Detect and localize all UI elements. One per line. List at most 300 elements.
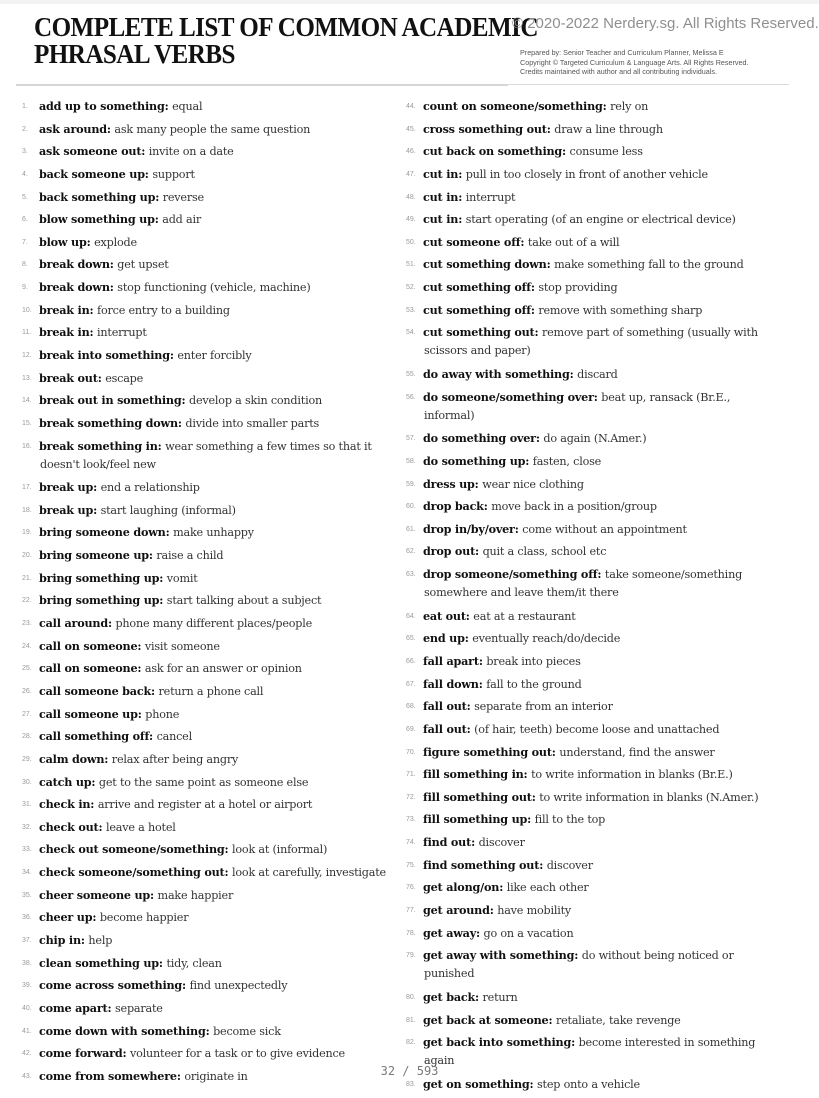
entry-number: 37. [22, 937, 32, 945]
entry-term: fill something out: [423, 789, 536, 804]
phrasal-verb-entry [22, 638, 394, 655]
entry-definition: pull in too closely in front of another vehicle [465, 167, 708, 181]
entry-number: 29. [22, 755, 32, 763]
entry-definition: beat up, ransack (Br.E., [601, 390, 731, 404]
top-strip [0, 0, 819, 4]
entry-term: blow something up: [39, 212, 159, 227]
entry-definition: support [152, 167, 195, 181]
entry-term: drop out: [423, 544, 479, 559]
entry-number: 51. [406, 261, 416, 269]
entry-definition: invite on a date [148, 145, 234, 159]
right-column-list [406, 98, 786, 1098]
phrasal-verb-entry [22, 302, 394, 319]
entry-term: break down: [39, 257, 114, 272]
entry-number: 43. [22, 1072, 32, 1080]
phrasal-verb-entry [406, 902, 786, 919]
phrasal-verb-entry [406, 811, 786, 828]
phrasal-verb-entry [22, 728, 394, 745]
entry-term: call something off: [39, 729, 153, 744]
entry-number: 53. [406, 306, 416, 314]
entry-term: add up to something: [39, 99, 169, 113]
entry-definition: get upset [117, 258, 169, 272]
entry-definition: originate in [184, 1069, 248, 1083]
phrasal-verb-entry [22, 819, 394, 836]
entry-term: do something up: [423, 453, 530, 468]
entry-number: 40. [22, 1004, 32, 1012]
phrasal-verb-entry [22, 524, 394, 541]
entry-definition: help [88, 934, 113, 948]
entry-definition: do again (N.Amer.) [543, 432, 647, 446]
entry-term: call around: [39, 616, 112, 631]
entry-number: 79. [406, 952, 416, 960]
entry-definition: develop a skin condition [188, 394, 322, 408]
phrasal-verb-entry [406, 98, 786, 115]
document-title [34, 14, 538, 68]
entry-definition: add air [162, 213, 201, 227]
entry-number: 30. [22, 778, 32, 786]
credits-line-copyright: Copyright © Targeted Curriculum & Language Arts. All Rights Reserved. [520, 57, 749, 67]
entry-definition: return [482, 990, 518, 1004]
phrasal-verb-entry [406, 189, 786, 206]
entry-number: 20. [22, 552, 32, 560]
entry-number: 76. [406, 884, 416, 892]
entry-definition: fasten, close [532, 454, 602, 468]
entry-definition: to write information in blanks (N.Amer.) [539, 790, 759, 804]
phrasal-verb-entry [22, 887, 394, 904]
entry-number: 63. [406, 571, 416, 579]
entry-definition: divide into smaller parts [185, 416, 320, 430]
entry-definition: phone many different places/people [115, 617, 313, 631]
entry-number: 42. [22, 1050, 32, 1058]
entry-number: 18. [22, 506, 32, 514]
copyright-watermark: © 2020-2022 Nerdery.sg. All Rights Reserved. [512, 15, 819, 32]
entry-term: break up: [39, 480, 98, 495]
entry-number: 31. [22, 801, 32, 809]
entry-term: do someone/something over: [423, 389, 598, 404]
phrasal-verb-entry [406, 498, 786, 515]
entry-term: catch up: [39, 774, 96, 789]
entry-definition: break into pieces [486, 654, 581, 668]
entry-term: cheer up: [39, 910, 97, 925]
entry-number: 39. [22, 982, 32, 990]
entry-number: 50. [406, 238, 416, 246]
entry-term: check someone/something out: [39, 865, 229, 880]
entry-definition-continued: doesn't look/feel new [40, 457, 156, 471]
entry-definition: return a phone call [158, 684, 264, 698]
entry-number: 13. [22, 374, 32, 382]
entry-definition: retaliate, take revenge [555, 1013, 681, 1027]
phrasal-verb-entry [22, 98, 394, 115]
phrasal-verb-entry [22, 392, 394, 409]
entry-term: cut something off: [423, 302, 535, 317]
phrasal-verb-entry [406, 989, 786, 1006]
entry-term: cut in: [423, 189, 463, 204]
title-line-2: PHRASAL VERBS [34, 39, 235, 69]
entry-definition: look at carefully, investigate [232, 866, 386, 880]
phrasal-verb-entry [22, 1000, 394, 1017]
entry-number: 75. [406, 861, 416, 869]
entry-definition: find unexpectedly [189, 979, 288, 993]
phrasal-verb-entry [406, 121, 786, 138]
entry-term: ask someone out: [39, 144, 146, 159]
entry-number: 78. [406, 929, 416, 937]
entry-definition-continued: punished [424, 967, 475, 981]
phrasal-verb-entry [22, 166, 394, 183]
phrasal-verb-entry [406, 1076, 786, 1093]
entry-term: break out in something: [39, 393, 186, 408]
entry-number: 41. [22, 1027, 32, 1035]
phrasal-verb-entry [406, 608, 786, 625]
entry-number: 23. [22, 620, 32, 628]
entry-number: 83. [406, 1080, 416, 1088]
entry-number: 4. [22, 170, 28, 178]
entry-definition: take someone/something [604, 568, 743, 582]
phrasal-verb-entry [22, 864, 394, 881]
entry-number: 2. [22, 125, 28, 133]
entry-term: cut back on something: [423, 144, 566, 159]
entry-term: check out someone/something: [39, 842, 229, 857]
entry-definition: do without being noticed or [581, 949, 734, 963]
entry-term: drop in/by/over: [423, 521, 519, 536]
entry-term: come from somewhere: [39, 1068, 181, 1083]
entry-definition: discover [546, 858, 593, 872]
entry-definition: remove part of something (usually with [541, 326, 758, 340]
phrasal-verb-entry [406, 766, 786, 783]
entry-definition: eat at a restaurant [473, 609, 576, 623]
entry-definition: go on a vacation [483, 926, 574, 940]
entry-definition: (of hair, teeth) become loose and unattached [474, 722, 720, 736]
entry-term: cut something down: [423, 257, 551, 272]
entry-number: 25. [22, 665, 32, 673]
title-line-1: COMPLETE LIST OF COMMON ACADEMIC [34, 12, 538, 42]
entry-number: 21. [22, 574, 32, 582]
phrasal-verb-entry [22, 955, 394, 972]
entry-definition: consume less [569, 145, 643, 159]
entry-definition: relax after being angry [111, 752, 239, 766]
entry-number: 81. [406, 1016, 416, 1024]
entry-term: fill something in: [423, 767, 528, 782]
entry-term: dress up: [423, 476, 479, 491]
phrasal-verb-entry [406, 947, 786, 983]
entry-term: calm down: [39, 751, 109, 766]
phrasal-verb-entry [406, 630, 786, 647]
phrasal-verb-entry [406, 143, 786, 160]
entry-number: 72. [406, 793, 416, 801]
entry-definition: fill to the top [534, 813, 606, 827]
phrasal-verb-entry [406, 476, 786, 493]
entry-definition: stop providing [538, 281, 618, 295]
phrasal-verb-entry [22, 841, 394, 858]
entry-definition: interrupt [465, 190, 516, 204]
entry-term: break something down: [39, 415, 182, 430]
phrasal-verb-entry [22, 660, 394, 677]
phrasal-verb-entry [406, 879, 786, 896]
credits-block [520, 48, 749, 77]
phrasal-verb-entry [22, 211, 394, 228]
entry-definition-continued: again [424, 1054, 455, 1068]
entry-term: find something out: [423, 857, 544, 872]
phrasal-verb-entry [406, 279, 786, 296]
phrasal-verb-entry [22, 570, 394, 587]
entry-term: bring something up: [39, 570, 164, 585]
phrasal-verb-entry [22, 279, 394, 296]
phrasal-verb-entry [22, 592, 394, 609]
header-divider-right [508, 84, 789, 85]
entry-term: come down with something: [39, 1023, 210, 1038]
entry-definition: vomit [166, 571, 198, 585]
entry-number: 35. [22, 891, 32, 899]
entry-number: 1. [22, 103, 28, 110]
phrasal-verb-entry [22, 1023, 394, 1040]
entry-number: 58. [406, 457, 416, 465]
entry-term: call someone back: [39, 683, 155, 698]
entry-term: break up: [39, 502, 98, 517]
phrasal-verb-entry [22, 438, 394, 474]
credits-line-maintained: Credits maintained with author and all contributing individuals. [520, 67, 717, 77]
entry-number: 7. [22, 238, 28, 246]
entry-definition: leave a hotel [105, 820, 176, 834]
entry-term: clean something up: [39, 955, 163, 970]
phrasal-verb-entry [406, 566, 786, 602]
entry-term: figure something out: [423, 744, 556, 759]
entry-definition: start operating (of an engine or electrical device) [465, 213, 736, 227]
phrasal-verb-entry [22, 143, 394, 160]
phrasal-verb-entry [22, 774, 394, 791]
entry-term: bring someone up: [39, 548, 153, 563]
entry-definition: force entry to a building [97, 303, 230, 317]
entry-number: 22. [22, 597, 32, 605]
left-column-list [22, 98, 394, 1091]
entry-term: do away with something: [423, 367, 574, 381]
entry-definition: draw a line through [554, 122, 663, 136]
phrasal-verb-entry [406, 211, 786, 228]
entry-definition: become sick [213, 1024, 281, 1038]
header-divider [16, 84, 508, 86]
entry-number: 82. [406, 1039, 416, 1047]
phrasal-verb-entry [406, 234, 786, 251]
entry-number: 10. [22, 306, 32, 314]
entry-definition: escape [105, 371, 144, 385]
entry-term: fall apart: [423, 653, 483, 668]
phrasal-verb-entry [406, 653, 786, 670]
phrasal-verb-entry [22, 977, 394, 994]
entry-definition: understand, find the answer [559, 745, 715, 759]
entry-number: 62. [406, 548, 416, 556]
entry-term: call someone up: [39, 706, 142, 721]
phrasal-verb-entry [22, 932, 394, 949]
entry-number: 46. [406, 148, 416, 156]
entry-definition: ask for an answer or opinion [144, 662, 302, 676]
entry-number: 26. [22, 687, 32, 695]
entry-number: 47. [406, 170, 416, 178]
entry-term: get back into something: [423, 1035, 575, 1050]
entry-definition: eventually reach/do/decide [472, 632, 621, 646]
entry-number: 33. [22, 846, 32, 854]
entry-term: find out: [423, 835, 476, 850]
entry-number: 52. [406, 284, 416, 292]
entry-definition-continued: somewhere and leave them/it there [424, 586, 619, 600]
entry-definition: become happier [99, 911, 189, 925]
phrasal-verb-entry [22, 1045, 394, 1062]
phrasal-verb-entry [406, 857, 786, 874]
entry-number: 77. [406, 907, 416, 914]
phrasal-verb-entry [406, 366, 786, 383]
entry-definition-continued: scissors and paper) [424, 344, 531, 358]
entry-definition: start talking about a subject [166, 594, 322, 608]
entry-number: 54. [406, 329, 416, 337]
entry-number: 19. [22, 529, 32, 537]
entry-term: get along/on: [423, 880, 504, 895]
entry-number: 6. [22, 216, 28, 224]
entry-number: 48. [406, 193, 416, 201]
entry-term: bring something up: [39, 593, 164, 608]
entry-definition: arrive and register at a hotel or airport [97, 798, 313, 812]
entry-term: fill something up: [423, 812, 532, 827]
entry-term: cheer someone up: [39, 887, 154, 902]
entry-number: 80. [406, 993, 416, 1001]
phrasal-verb-entry [22, 256, 394, 273]
entry-number: 66. [406, 657, 416, 665]
entry-number: 59. [406, 480, 416, 488]
entry-definition: remove with something sharp [538, 303, 703, 317]
entry-definition: raise a child [156, 549, 224, 563]
phrasal-verb-entry [22, 479, 394, 496]
entry-number: 60. [406, 503, 416, 511]
entry-definition: reverse [162, 190, 204, 204]
entry-definition: have mobility [497, 904, 572, 917]
entry-definition: like each other [506, 881, 589, 895]
entry-term: get away: [423, 925, 480, 940]
phrasal-verb-entry [22, 909, 394, 926]
entry-definition: end a relationship [100, 481, 200, 495]
entry-term: cut in: [423, 212, 463, 227]
entry-term: get back: [423, 989, 479, 1004]
entry-term: cut something out: [423, 325, 539, 340]
phrasal-verb-entry [406, 744, 786, 761]
entry-definition: discover [478, 836, 525, 850]
entry-definition: volunteer for a task or to give evidence [129, 1047, 345, 1061]
entry-definition: fall to the ground [486, 677, 582, 691]
entry-term: break into something: [39, 348, 174, 363]
entry-term: check out: [39, 819, 103, 834]
entry-term: drop back: [423, 499, 488, 514]
entry-number: 36. [22, 914, 32, 922]
entry-definition: enter forcibly [177, 349, 252, 363]
entry-number: 9. [22, 284, 28, 292]
entry-term: back someone up: [39, 166, 149, 181]
entry-definition: move back in a position/group [491, 500, 657, 514]
entry-number: 45. [406, 125, 416, 133]
phrasal-verb-entry [406, 789, 786, 806]
entry-term: count on someone/something: [423, 99, 607, 113]
entry-term: cut someone off: [423, 234, 525, 249]
entry-term: break out: [39, 370, 102, 385]
entry-number: 74. [406, 839, 416, 847]
entry-number: 49. [406, 216, 416, 224]
credits-line-prepared-by: Prepared by: Senior Teacher and Curriculum Planner, Melissa E [520, 48, 724, 57]
entry-term: break in: [39, 302, 94, 317]
entry-term: cut in: [423, 166, 463, 181]
phrasal-verb-entry [406, 521, 786, 538]
phrasal-verb-entry [22, 502, 394, 519]
entry-definition: cancel [156, 730, 192, 744]
entry-definition: discard [577, 368, 618, 381]
entry-number: 32. [22, 823, 32, 831]
phrasal-verb-entry [406, 721, 786, 738]
entry-number: 44. [406, 103, 416, 110]
entry-definition: wear nice clothing [482, 477, 584, 491]
entry-term: drop someone/something off: [423, 567, 602, 582]
entry-number: 3. [22, 148, 28, 156]
entry-term: get away with something: [423, 948, 579, 963]
entry-term: come forward: [39, 1046, 127, 1061]
entry-term: eat out: [423, 608, 470, 623]
phrasal-verb-entry [406, 698, 786, 715]
entry-definition: stop functioning (vehicle, machine) [117, 281, 311, 295]
phrasal-verb-entry [22, 706, 394, 723]
entry-definition: rely on [610, 100, 649, 113]
entry-term: fall out: [423, 721, 471, 736]
entry-definition: become interested in something [578, 1036, 756, 1050]
entry-term: end up: [423, 631, 469, 646]
phrasal-verb-entry [406, 256, 786, 273]
entry-number: 69. [406, 725, 416, 733]
entry-number: 8. [22, 261, 28, 269]
entry-number: 56. [406, 393, 416, 401]
entry-term: fall out: [423, 699, 471, 714]
entry-definition: wear something a few times so that it [165, 439, 372, 453]
phrasal-verb-entry [22, 370, 394, 387]
phrasal-verb-entry [22, 324, 394, 341]
phrasal-verb-entry [406, 1012, 786, 1029]
phrasal-verb-entry [406, 166, 786, 183]
entry-number: 68. [406, 703, 416, 711]
phrasal-verb-entry [22, 234, 394, 251]
phrasal-verb-entry [22, 121, 394, 138]
phrasal-verb-entry [406, 834, 786, 851]
phrasal-verb-entry [406, 302, 786, 319]
entry-definition: ask many people the same question [114, 122, 311, 136]
entry-term: get on something: [423, 1076, 534, 1091]
entry-definition: tidy, clean [166, 956, 222, 970]
entry-number: 38. [22, 959, 32, 967]
phrasal-verb-entry [22, 189, 394, 206]
phrasal-verb-entry [22, 751, 394, 768]
entry-term: get back at someone: [423, 1012, 553, 1027]
entry-definition-continued: informal) [424, 408, 475, 422]
phrasal-verb-entry [22, 615, 394, 632]
entry-number: 24. [22, 642, 32, 650]
entry-term: blow up: [39, 234, 91, 249]
entry-term: cut something off: [423, 280, 535, 295]
phrasal-verb-entry [406, 543, 786, 560]
entry-number: 14. [22, 397, 32, 405]
entry-number: 11. [22, 329, 32, 337]
entry-definition: to write information in blanks (Br.E.) [531, 768, 733, 782]
entry-definition: interrupt [97, 326, 147, 340]
entry-definition: make something fall to the ground [554, 258, 744, 272]
entry-term: break in: [39, 325, 94, 340]
entry-term: come apart: [39, 1000, 112, 1015]
entry-definition: take out of a will [527, 235, 620, 249]
entry-number: 15. [22, 419, 32, 427]
entry-term: break down: [39, 280, 114, 295]
entry-definition: look at (informal) [232, 843, 328, 857]
entry-definition: explode [94, 235, 137, 249]
entry-definition: step onto a vehicle [537, 1077, 640, 1091]
page-indicator: 32 / 593 [380, 1064, 439, 1078]
phrasal-verb-entry [22, 796, 394, 813]
